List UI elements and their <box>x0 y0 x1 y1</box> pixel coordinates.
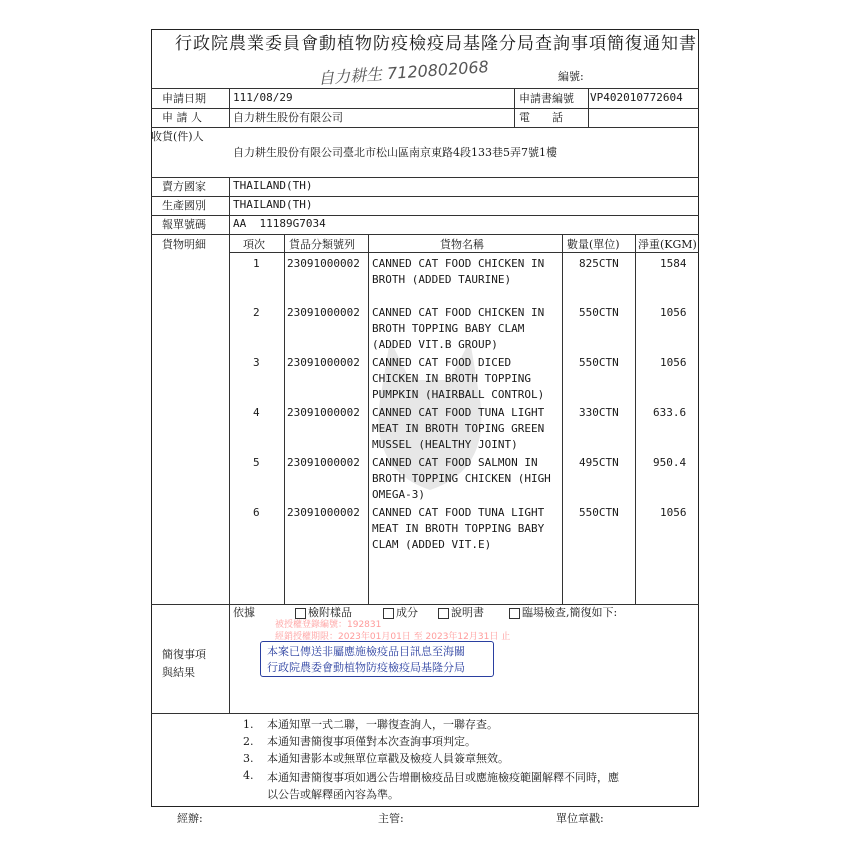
row-qty: 330CTN <box>579 406 619 419</box>
supervisor-label: 主管: <box>378 812 404 825</box>
row-weight: 1056 <box>660 356 687 369</box>
seller-country-label: 賣方國家 <box>162 180 206 193</box>
goods-label: 貨物明細 <box>162 238 206 251</box>
unit-seal-label: 單位章戳: <box>556 812 604 825</box>
checkbox-onsite: 臨場檢查,簡復如下: <box>509 606 617 619</box>
row-qty: 550CTN <box>579 506 619 519</box>
row-name: CANNED CAT FOOD TUNA LIGHT MEAT IN BROTH TOPPING BABY CLAM (ADDED VIT.E) <box>372 506 545 551</box>
watermark-text-2: 經銷授權期限：2023年01月01日 至 2023年12月31日 止 <box>275 632 511 642</box>
note-2: 本通知書簡復事項僅對本次查詢事項判定。 <box>267 735 476 748</box>
watermark-text-1: 被授權登錄編號：192831 <box>275 620 382 630</box>
row-weight: 1056 <box>660 506 687 519</box>
checkbox-sample: 檢附樣品 <box>295 606 352 619</box>
applicant-value: 自力耕生股份有限公司 <box>233 111 343 124</box>
note-4-num: 4. <box>243 769 254 782</box>
row-name: CANNED CAT FOOD DICED CHICKEN IN BROTH TOPPING PUMPKIN (HAIRBALL CONTROL) <box>372 356 545 401</box>
quarantine-stamp <box>260 641 494 677</box>
declaration-value: AA 11189G7034 <box>233 217 326 230</box>
checkbox-icon <box>509 608 520 619</box>
checkbox-icon <box>295 608 306 619</box>
row-no: 2 <box>253 306 260 319</box>
row-weight: 1584 <box>660 257 687 270</box>
basis-label: 依據 <box>233 606 255 619</box>
row-qty: 550CTN <box>579 356 619 369</box>
row-qty: 550CTN <box>579 306 619 319</box>
row-no: 5 <box>253 456 260 469</box>
note-3: 本通知書影本或無單位章戳及檢疫人員簽章無效。 <box>267 752 509 765</box>
stamp-line-2: 行政院農委會動植物防疫檢疫局基隆分局 <box>267 661 465 674</box>
checkbox-icon <box>383 608 394 619</box>
document-title: 行政院農業委員會動植物防疫檢疫局基隆分局查詢事項簡復通知書 <box>175 34 697 54</box>
col-header-qty: 數量(單位) <box>567 238 620 251</box>
row-qty: 495CTN <box>579 456 619 469</box>
checkbox-icon <box>438 608 449 619</box>
apply-date-label: 申請日期 <box>162 92 206 105</box>
row-no: 1 <box>253 257 260 270</box>
row-code: 23091000002 <box>287 356 360 369</box>
applicant-label: 申 請 人 <box>162 111 202 124</box>
row-no: 4 <box>253 406 260 419</box>
row-weight: 1056 <box>660 306 687 319</box>
row-qty: 825CTN <box>579 257 619 270</box>
row-code: 23091000002 <box>287 306 360 319</box>
reply-section-label: 簡復事項 與結果 <box>162 648 206 679</box>
row-name: CANNED CAT FOOD CHICKEN IN BROTH TOPPING BABY CLAM (ADDED VIT.B GROUP) <box>372 306 545 351</box>
row-code: 23091000002 <box>287 257 360 270</box>
row-weight: 633.6 <box>653 406 687 419</box>
origin-value: THAILAND(TH) <box>233 198 313 211</box>
row-no: 6 <box>253 506 260 519</box>
row-no: 3 <box>253 356 260 369</box>
declaration-label: 報單號碼 <box>162 218 206 231</box>
col-header-weight: 淨重(KGM) <box>638 238 697 251</box>
note-1: 本通知單一式二聯，一聯復查詢人，一聯存查。 <box>267 718 498 731</box>
checkbox-manual: 說明書 <box>438 606 484 619</box>
row-weight: 950.4 <box>653 456 687 469</box>
stamp-line-1: 本案已傳送非屬應施檢疫品目訊息至海關 <box>267 645 465 658</box>
seller-country-value: THAILAND(TH) <box>233 179 313 192</box>
col-header-name: 貨物名稱 <box>440 238 484 251</box>
row-name: CANNED CAT FOOD CHICKEN IN BROTH (ADDED TAURINE) <box>372 257 545 286</box>
note-2-num: 2. <box>243 735 254 748</box>
col-header-code: 貨品分類號列 <box>289 238 355 251</box>
row-code: 23091000002 <box>287 506 360 519</box>
note-1-num: 1. <box>243 718 254 731</box>
note-4: 本通知書簡復事項如遇公告增刪檢疫品目或應施檢疫範圍解釋不同時，應 以公告或解釋函內容為準。 <box>267 771 619 801</box>
phone-label: 電 話 <box>519 111 563 124</box>
number-label: 編號: <box>558 70 584 83</box>
consignee-label: 收貨(件)人 <box>151 130 204 143</box>
row-code: 23091000002 <box>287 406 360 419</box>
handler-label: 經辦: <box>177 812 203 825</box>
checkbox-ingredient: 成分 <box>383 606 418 619</box>
row-name: CANNED CAT FOOD TUNA LIGHT MEAT IN BROTH TOPING GREEN MUSSEL (HEALTHY JOINT) <box>372 406 545 451</box>
row-name: CANNED CAT FOOD SALMON IN BROTH TOPPING CHICKEN (HIGH OMEGA-3) <box>372 456 551 501</box>
apply-date-value: 111/08/29 <box>233 91 293 104</box>
apply-no-label: 申請書編號 <box>519 92 574 105</box>
col-header-no: 項次 <box>243 238 265 251</box>
row-code: 23091000002 <box>287 456 360 469</box>
note-3-num: 3. <box>243 752 254 765</box>
apply-no-value: VP402010772604 <box>590 91 683 104</box>
origin-label: 生產國別 <box>162 199 206 212</box>
handwritten-number: 自力耕生 7120802068 <box>317 57 490 88</box>
consignee-value: 自力耕生股份有限公司臺北市松山區南京東路4段133巷5弄7號1樓 <box>233 146 557 159</box>
